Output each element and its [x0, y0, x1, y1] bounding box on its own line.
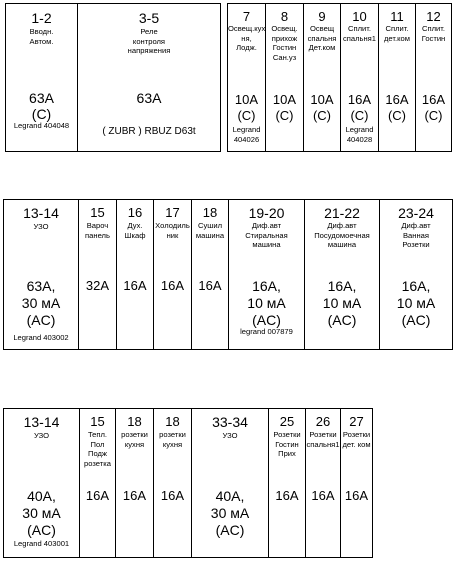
module-description: Дух. Шкаф [124, 221, 146, 240]
module-description: Холодиль ник [155, 221, 190, 240]
breaker-module [78, 4, 220, 151]
module-model: Legrand 404048 [13, 121, 70, 130]
module-rating: 10A (C) [234, 92, 259, 123]
breaker-module [192, 200, 229, 349]
module-number: 18 [127, 414, 142, 429]
module-rating: 16A [160, 278, 185, 293]
module-number: 23-24 [398, 205, 434, 221]
breaker-module [306, 409, 341, 557]
module-description: Освещ. прихож Гостин Сан.уз [271, 24, 298, 62]
module-description: Вводн. Автом. [29, 27, 54, 46]
module-number: 1-2 [31, 10, 52, 26]
module-rating: 16A [85, 488, 110, 503]
module-number: 7 [242, 9, 251, 24]
module-number: 17 [165, 205, 180, 220]
module-number: 16 [127, 205, 143, 220]
module-rating: 16A [275, 488, 299, 503]
breaker-module [4, 200, 79, 349]
module-number: 3-5 [138, 10, 160, 26]
module-rating: 16A [198, 278, 222, 293]
module-rating: 10A (C) [272, 92, 297, 123]
module-number: 13-14 [23, 205, 59, 221]
module-description: УЗО [222, 431, 238, 440]
module-number: 33-34 [212, 414, 248, 430]
module-description: Диф.авт Посудомоечная машина [314, 221, 370, 249]
breaker-module [341, 409, 372, 557]
module-model: legrand 007879 [240, 327, 293, 336]
breaker-module [380, 200, 452, 349]
module-rating: 16A [160, 488, 185, 503]
breaker-row-1-right [227, 3, 452, 152]
breaker-module [4, 409, 80, 557]
breaker-row-1-left [5, 3, 221, 152]
module-description: Диф.авт Ванная Розетки [401, 221, 431, 249]
breaker-module [116, 409, 154, 557]
module-description: Сплит. Гостин [421, 24, 446, 43]
module-rating: 16A, 10 мА (AC) [322, 278, 362, 328]
module-model: Legrand 403002 [13, 333, 69, 342]
module-rating: 16A [344, 488, 369, 503]
module-description: Освещ.кух ня, Лодж. [228, 24, 266, 52]
breaker-module [341, 4, 379, 151]
module-number: 19-20 [248, 205, 285, 221]
breaker-module [80, 409, 116, 557]
breaker-module [79, 200, 117, 349]
breaker-row-2 [3, 199, 453, 350]
module-description: Розетки Гостин Прих [273, 430, 301, 458]
module-description: розетки кухня [121, 430, 148, 449]
module-number: 13-14 [23, 414, 60, 430]
module-description: УЗО [33, 222, 49, 231]
module-description: Реле контроля напряжения [127, 27, 171, 55]
module-number: 26 [315, 414, 331, 429]
module-description: Розетки дет. ком [342, 430, 371, 449]
module-description: Диф.авт Стиральная машина [245, 221, 288, 249]
breaker-module [269, 409, 306, 557]
module-rating: 16A (C) [421, 92, 446, 123]
module-description: розетки кухня [159, 430, 186, 449]
module-number: 10 [352, 9, 367, 24]
module-number: 18 [202, 205, 218, 220]
breaker-module [416, 4, 451, 151]
module-rating: 16A (C) [347, 92, 372, 123]
breaker-module [6, 4, 78, 151]
module-rating: 16A (C) [385, 92, 409, 123]
module-rating: 40A, 30 мА (AC) [22, 488, 61, 538]
breaker-module [192, 409, 269, 557]
module-number: 25 [279, 414, 295, 429]
module-rating: 63A, 30 мА (AC) [21, 278, 61, 328]
breaker-row-3 [3, 408, 373, 558]
breaker-module [304, 4, 341, 151]
module-number: 9 [318, 9, 326, 24]
module-description: Тепл. Пол Подж розетка [84, 430, 111, 468]
module-model: Legrand 404026 [232, 125, 261, 144]
module-rating: 16A [122, 488, 147, 503]
breaker-module [154, 409, 192, 557]
module-number: 15 [90, 414, 105, 429]
module-number: 8 [280, 9, 289, 24]
breaker-module [154, 200, 192, 349]
module-model: Legrand 403001 [13, 539, 70, 548]
module-number: 18 [165, 414, 180, 429]
module-description: Сплит. дет.ком [384, 24, 410, 43]
module-number: 11 [390, 9, 404, 24]
module-number: 27 [349, 414, 364, 429]
breaker-module [379, 4, 416, 151]
module-description: УЗО [33, 431, 50, 440]
module-description: Сушил машина [195, 221, 225, 240]
module-rating: 63A (C) [29, 90, 54, 122]
breaker-module [266, 4, 304, 151]
breaker-module [228, 4, 266, 151]
module-description: Сплит. спальня1 [342, 24, 377, 43]
module-model: Legrand 404028 [345, 125, 374, 144]
module-rating: 10A (C) [310, 92, 334, 123]
module-rating: 16A, 10 мА (AC) [247, 278, 286, 328]
breaker-module [305, 200, 380, 349]
module-rating: 16A [311, 488, 335, 503]
module-number: 21-22 [324, 205, 360, 221]
module-model: ( ZUBR ) RBUZ D63t [102, 126, 196, 137]
module-rating: 63A [136, 90, 162, 106]
breaker-module [229, 200, 305, 349]
module-rating: 40A, 30 мА (AC) [210, 488, 250, 538]
module-description: Освещ спальня Дет.ком [307, 24, 337, 52]
module-rating: 16A, 10 мА (AC) [396, 278, 436, 328]
breaker-module [117, 200, 154, 349]
module-rating: 32A [85, 278, 110, 293]
module-rating: 16A [123, 278, 147, 293]
module-description: Розетки спальня1 [306, 430, 340, 449]
module-description: Вароч панель [85, 221, 110, 240]
module-number: 12 [426, 9, 441, 24]
module-number: 15 [90, 205, 105, 220]
